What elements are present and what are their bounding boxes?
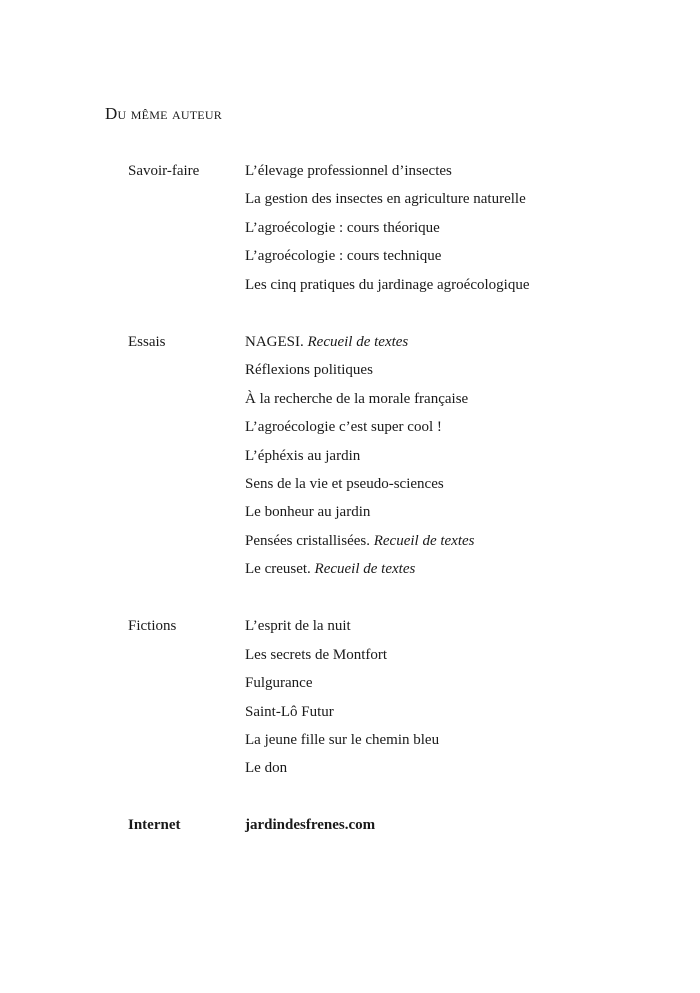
book-title xyxy=(245,754,648,782)
book-title xyxy=(245,612,648,640)
book-title-main: Pensées cristallisées. xyxy=(245,532,374,549)
book-title xyxy=(245,498,648,526)
book-title xyxy=(245,413,648,441)
book-title xyxy=(245,669,648,697)
book-title-main: L’élevage professionnel d’insectes xyxy=(245,163,452,179)
book-title xyxy=(245,356,648,384)
book-title-main: L’esprit de la nuit xyxy=(245,618,351,635)
book-title xyxy=(245,328,648,356)
category-label: Savoir-faire xyxy=(128,163,200,179)
book-title-main: Saint-Lô Futur xyxy=(245,703,334,720)
book-subtitle: Recueil de textes xyxy=(307,333,409,350)
book-title xyxy=(245,242,648,270)
internet-row xyxy=(128,811,648,839)
page-heading: Du même auteur xyxy=(105,104,222,123)
book-title xyxy=(245,385,648,413)
book-titles xyxy=(245,612,648,783)
book-title xyxy=(245,555,648,583)
book-subtitle: Recueil de textes xyxy=(373,532,475,549)
book-title-main: La jeune fille sur le chemin bleu xyxy=(245,732,440,749)
book-title-main: L’agroécologie : cours technique xyxy=(245,248,442,265)
book-title-main: Les cinq pratiques du jardinage agroécologique xyxy=(245,276,530,293)
book-title-main: NAGESI. xyxy=(245,333,308,350)
book-title xyxy=(245,527,648,555)
book-title xyxy=(245,726,648,754)
bibliography-list xyxy=(128,157,648,868)
internet-label: Internet xyxy=(128,817,181,834)
book-title xyxy=(245,442,648,470)
book-title xyxy=(245,214,648,242)
book-titles xyxy=(245,157,648,299)
book-title xyxy=(245,271,648,299)
book-subtitle: Recueil de textes xyxy=(314,561,416,578)
website-link[interactable]: jardindesfrenes.com xyxy=(245,817,376,834)
book-title-main: À la recherche de la morale française xyxy=(245,390,469,407)
category-essais xyxy=(128,328,648,584)
book-title xyxy=(245,698,648,726)
category-fictions xyxy=(128,612,648,783)
book-title-main: L’agroécologie c’est super cool ! xyxy=(245,419,442,436)
book-title-main: Réflexions politiques xyxy=(245,362,373,379)
book-title-main: Les secrets de Montfort xyxy=(245,646,388,663)
book-title-main: Le bonheur au jardin xyxy=(245,504,371,521)
book-title-main: Fulgurance xyxy=(245,675,313,692)
book-title xyxy=(245,185,648,213)
book-title xyxy=(245,641,648,669)
book-title-main: L’agroécologie : cours théorique xyxy=(245,219,440,236)
category-savoir-faire xyxy=(128,157,648,299)
category-label: Essais xyxy=(128,333,166,350)
book-title xyxy=(245,470,648,498)
book-title-main: Le creuset. xyxy=(245,561,315,578)
book-title-main: La gestion des insectes en agriculture naturelle xyxy=(245,191,526,208)
book-title-main: L’éphéxis au jardin xyxy=(245,447,361,464)
book-title-main: Sens de la vie et pseudo-sciences xyxy=(245,475,444,492)
book-titles xyxy=(245,328,648,584)
book-title xyxy=(245,157,648,185)
category-label: Fictions xyxy=(128,618,177,635)
book-title-main: Le don xyxy=(245,760,288,777)
